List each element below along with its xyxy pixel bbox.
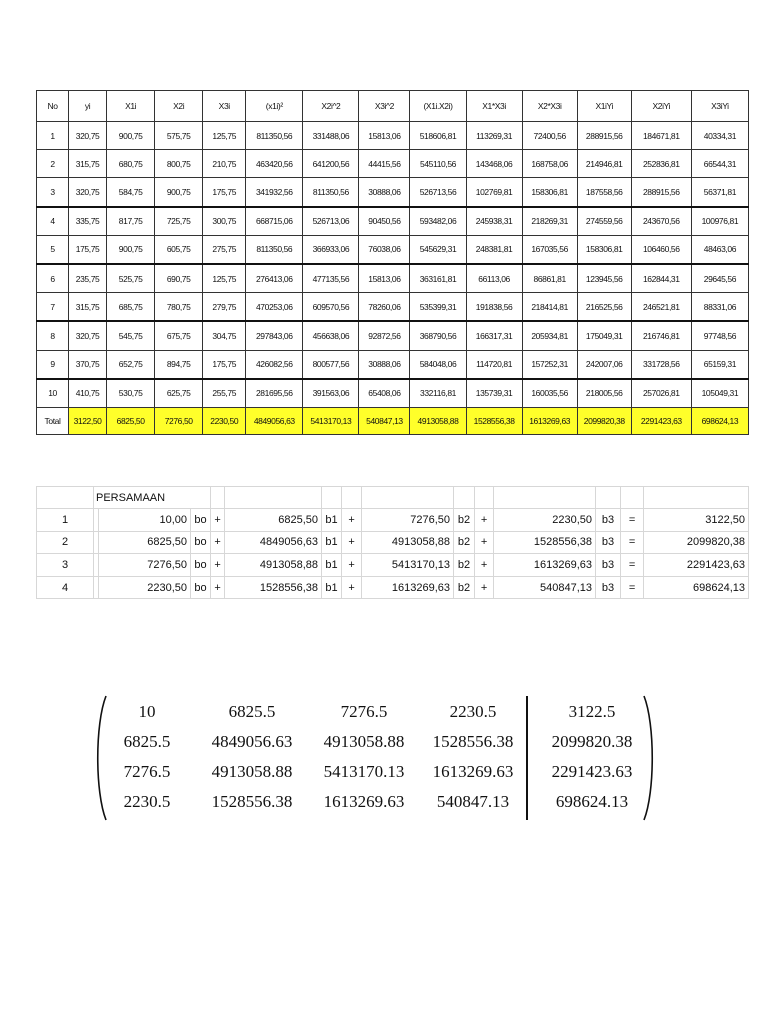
- table-cell: 29645,56: [691, 264, 748, 293]
- var-label: bo: [191, 531, 211, 554]
- table-cell: 175,75: [203, 178, 246, 207]
- table-cell: 56371,81: [691, 178, 748, 207]
- table-cell: 300,75: [203, 207, 246, 236]
- equations-title: PERSAMAAN: [94, 487, 211, 509]
- table-cell: 166317,31: [466, 321, 522, 350]
- table-cell: 780,75: [155, 293, 203, 322]
- matrix-entry: 6825.5: [123, 732, 171, 751]
- table-cell: 72400,56: [522, 122, 577, 150]
- table-cell: 900,75: [155, 178, 203, 207]
- table-cell: 526713,06: [303, 207, 359, 236]
- table-row: [37, 122, 749, 150]
- table-cell: 811350,56: [246, 235, 303, 264]
- column-header: (x1i)²: [246, 91, 303, 122]
- equation-number: 4: [37, 576, 94, 599]
- rhs-value: 3122,50: [644, 509, 749, 532]
- table-cell: 477135,56: [303, 264, 359, 293]
- table-cell: 366933,06: [303, 235, 359, 264]
- equals-sign: =: [621, 576, 644, 599]
- table-cell: 685,75: [107, 293, 155, 322]
- table-cell: 279,75: [203, 293, 246, 322]
- table-cell: 210,75: [203, 150, 246, 178]
- total-cell: 2230,50: [203, 407, 246, 434]
- table-cell: 652,75: [107, 350, 155, 379]
- table-cell: 143468,06: [466, 150, 522, 178]
- table-cell: 315,75: [69, 293, 107, 322]
- table-cell: 530,75: [107, 379, 155, 408]
- table-cell: 370,75: [69, 350, 107, 379]
- table-cell: 15813,06: [359, 122, 410, 150]
- table-cell: 811350,56: [303, 178, 359, 207]
- column-header: X2*X3i: [522, 91, 577, 122]
- equals-sign: =: [621, 554, 644, 577]
- table-cell: 97748,56: [691, 321, 748, 350]
- total-cell: 2099820,38: [577, 407, 631, 434]
- column-header: X3i^2: [359, 91, 410, 122]
- matrix-rhs-entry: 3122.5: [568, 702, 616, 721]
- table-cell: 168758,06: [522, 150, 577, 178]
- table-row: [37, 207, 749, 236]
- table-cell: 276413,06: [246, 264, 303, 293]
- table-cell: 320,75: [69, 321, 107, 350]
- table-cell: 44415,56: [359, 150, 410, 178]
- table-cell: 245938,31: [466, 207, 522, 236]
- table-cell: 105049,31: [691, 379, 748, 408]
- coef-value: 540847,13: [494, 576, 596, 599]
- var-label: b1: [322, 531, 342, 554]
- var-label: bo: [191, 509, 211, 532]
- matrix-entry: 1613269.63: [323, 792, 405, 811]
- coef-value: 1528556,38: [225, 576, 322, 599]
- row-number: 5: [37, 235, 69, 264]
- table-cell: 114720,81: [466, 350, 522, 379]
- equation-row: [37, 554, 749, 577]
- table-cell: 157252,31: [522, 350, 577, 379]
- coef-value: 10,00: [99, 509, 191, 532]
- table-row: [37, 235, 749, 264]
- total-cell: 3122,50: [69, 407, 107, 434]
- matrix-entry: 7276.5: [340, 702, 388, 721]
- table-cell: 218005,56: [577, 379, 631, 408]
- var-label: b3: [596, 531, 621, 554]
- table-cell: 470253,06: [246, 293, 303, 322]
- total-cell: 698624,13: [691, 407, 748, 434]
- plus-sign: +: [211, 554, 225, 577]
- table-cell: 66113,06: [466, 264, 522, 293]
- matrix-entry: 5413170.13: [323, 762, 405, 781]
- table-cell: 191838,56: [466, 293, 522, 322]
- table-row: [37, 293, 749, 322]
- table-cell: 86861,81: [522, 264, 577, 293]
- column-header: X1i: [107, 91, 155, 122]
- table-cell: 214946,81: [577, 150, 631, 178]
- var-label: bo: [191, 554, 211, 577]
- total-cell: 6825,50: [107, 407, 155, 434]
- table-cell: 275,75: [203, 235, 246, 264]
- table-cell: 48463,06: [691, 235, 748, 264]
- table-cell: 135739,31: [466, 379, 522, 408]
- table-cell: 246521,81: [631, 293, 691, 322]
- table-cell: 255,75: [203, 379, 246, 408]
- table-cell: 894,75: [155, 350, 203, 379]
- equations-title-row: [37, 487, 749, 509]
- table-cell: 184671,81: [631, 122, 691, 150]
- coef-value: 7276,50: [362, 509, 454, 532]
- equation-row: [37, 531, 749, 554]
- table-cell: 315,75: [69, 150, 107, 178]
- table-cell: 690,75: [155, 264, 203, 293]
- coef-value: 2230,50: [494, 509, 596, 532]
- row-number: 2: [37, 150, 69, 178]
- column-header: X3iYi: [691, 91, 748, 122]
- table-cell: 125,75: [203, 264, 246, 293]
- column-header: X2i^2: [303, 91, 359, 122]
- var-label: b2: [454, 576, 475, 599]
- table-cell: 800577,56: [303, 350, 359, 379]
- equations-table: [36, 486, 749, 599]
- table-cell: 593482,06: [410, 207, 466, 236]
- table-cell: 304,75: [203, 321, 246, 350]
- var-label: b2: [454, 509, 475, 532]
- var-label: b3: [596, 554, 621, 577]
- table-cell: 545629,31: [410, 235, 466, 264]
- table-cell: 205934,81: [522, 321, 577, 350]
- table-cell: 216746,81: [631, 321, 691, 350]
- total-label: Total: [37, 407, 69, 434]
- table-cell: 675,75: [155, 321, 203, 350]
- table-cell: 518606,81: [410, 122, 466, 150]
- table-row: [37, 264, 749, 293]
- column-header: X1*X3i: [466, 91, 522, 122]
- matrix-entry: 4913058.88: [211, 762, 293, 781]
- table-cell: 900,75: [107, 235, 155, 264]
- column-header: X1iYi: [577, 91, 631, 122]
- table-cell: 274559,56: [577, 207, 631, 236]
- total-row: [37, 407, 749, 434]
- table-cell: 641200,56: [303, 150, 359, 178]
- table-cell: 584,75: [107, 178, 155, 207]
- coef-value: 4849056,63: [225, 531, 322, 554]
- plus-sign: +: [475, 509, 494, 532]
- table-cell: 725,75: [155, 207, 203, 236]
- matrix-entry: 540847.13: [436, 792, 510, 811]
- var-label: b3: [596, 509, 621, 532]
- row-number: 9: [37, 350, 69, 379]
- matrix-entry: 4849056.63: [211, 732, 293, 751]
- matrix-entry: 2230.5: [123, 792, 171, 811]
- table-cell: 92872,56: [359, 321, 410, 350]
- table-cell: 545,75: [107, 321, 155, 350]
- total-cell: 1613269,63: [522, 407, 577, 434]
- var-label: b1: [322, 554, 342, 577]
- table-cell: 65408,06: [359, 379, 410, 408]
- table-cell: 368790,56: [410, 321, 466, 350]
- table-cell: 76038,06: [359, 235, 410, 264]
- coef-value: 1528556,38: [494, 531, 596, 554]
- equation-number: 2: [37, 531, 94, 554]
- var-label: b2: [454, 554, 475, 577]
- coef-value: 7276,50: [99, 554, 191, 577]
- column-header: (X1i.X2i): [410, 91, 466, 122]
- table-cell: 187558,56: [577, 178, 631, 207]
- table-cell: 30888,06: [359, 350, 410, 379]
- table-cell: 88331,06: [691, 293, 748, 322]
- plus-sign: +: [211, 576, 225, 599]
- table-cell: 332116,81: [410, 379, 466, 408]
- plus-sign: +: [475, 531, 494, 554]
- var-label: b1: [322, 509, 342, 532]
- equals-sign: =: [621, 531, 644, 554]
- table-cell: 410,75: [69, 379, 107, 408]
- equation-number: 3: [37, 554, 94, 577]
- rhs-value: 2099820,38: [644, 531, 749, 554]
- table-cell: 288915,56: [577, 122, 631, 150]
- table-cell: 545110,56: [410, 150, 466, 178]
- plus-sign: +: [342, 576, 362, 599]
- row-number: 6: [37, 264, 69, 293]
- table-cell: 811350,56: [246, 122, 303, 150]
- table-cell: 625,75: [155, 379, 203, 408]
- table-cell: 113269,31: [466, 122, 522, 150]
- matrix-entry: 1528556.38: [211, 792, 293, 811]
- table-row: [37, 350, 749, 379]
- coef-value: 6825,50: [99, 531, 191, 554]
- matrix-entry: 1613269.63: [432, 762, 514, 781]
- table-cell: 463420,56: [246, 150, 303, 178]
- total-cell: 540847,13: [359, 407, 410, 434]
- table-cell: 65159,31: [691, 350, 748, 379]
- table-cell: 252836,81: [631, 150, 691, 178]
- table-cell: 100976,81: [691, 207, 748, 236]
- var-label: b1: [322, 576, 342, 599]
- row-number: 7: [37, 293, 69, 322]
- rhs-value: 2291423,63: [644, 554, 749, 577]
- table-cell: 102769,81: [466, 178, 522, 207]
- coef-value: 5413170,13: [362, 554, 454, 577]
- row-number: 3: [37, 178, 69, 207]
- table-cell: 584048,06: [410, 350, 466, 379]
- matrix-entry: 6825.5: [228, 702, 276, 721]
- table-cell: 235,75: [69, 264, 107, 293]
- table-cell: 106460,56: [631, 235, 691, 264]
- table-cell: 331728,56: [631, 350, 691, 379]
- total-cell: 4913058,88: [410, 407, 466, 434]
- table-cell: 167035,56: [522, 235, 577, 264]
- table-cell: 668715,06: [246, 207, 303, 236]
- table-cell: 158306,81: [577, 235, 631, 264]
- plus-sign: +: [211, 509, 225, 532]
- matrix-rhs-entry: 2099820.38: [551, 732, 633, 751]
- table-row: [37, 321, 749, 350]
- table-cell: 526713,56: [410, 178, 466, 207]
- matrix-entry: 10: [138, 702, 156, 721]
- table-cell: 66544,31: [691, 150, 748, 178]
- total-cell: 1528556,38: [466, 407, 522, 434]
- matrix-entry: 2230.5: [449, 702, 497, 721]
- coef-value: 1613269,63: [362, 576, 454, 599]
- coef-value: 2230,50: [99, 576, 191, 599]
- matrix-rhs-entry: 2291423.63: [551, 762, 633, 781]
- table-cell: 175049,31: [577, 321, 631, 350]
- matrix-entry: 4913058.88: [323, 732, 405, 751]
- row-number: 1: [37, 122, 69, 150]
- column-header: X2iYi: [631, 91, 691, 122]
- table-cell: 335,75: [69, 207, 107, 236]
- table-cell: 900,75: [107, 122, 155, 150]
- table-cell: 15813,06: [359, 264, 410, 293]
- table-cell: 320,75: [69, 122, 107, 150]
- matrix-entry: 7276.5: [123, 762, 171, 781]
- table-cell: 320,75: [69, 178, 107, 207]
- table-row: [37, 379, 749, 408]
- plus-sign: +: [342, 554, 362, 577]
- table-cell: 575,75: [155, 122, 203, 150]
- table-cell: 216525,56: [577, 293, 631, 322]
- coef-value: 4913058,88: [225, 554, 322, 577]
- table-cell: 341932,56: [246, 178, 303, 207]
- table-cell: 281695,56: [246, 379, 303, 408]
- plus-sign: +: [211, 531, 225, 554]
- coef-value: 1613269,63: [494, 554, 596, 577]
- table-cell: 90450,56: [359, 207, 410, 236]
- table-cell: 242007,06: [577, 350, 631, 379]
- row-number: 10: [37, 379, 69, 408]
- table-cell: 158306,81: [522, 178, 577, 207]
- column-header: No: [37, 91, 69, 122]
- plus-sign: +: [342, 509, 362, 532]
- equals-sign: =: [621, 509, 644, 532]
- table-cell: 175,75: [69, 235, 107, 264]
- var-label: bo: [191, 576, 211, 599]
- table-cell: 218414,81: [522, 293, 577, 322]
- table-cell: 160035,56: [522, 379, 577, 408]
- var-label: b2: [454, 531, 475, 554]
- table-cell: 125,75: [203, 122, 246, 150]
- table-cell: 248381,81: [466, 235, 522, 264]
- plus-sign: +: [475, 554, 494, 577]
- matrix-rhs-entry: 698624.13: [555, 792, 629, 811]
- table-cell: 535399,31: [410, 293, 466, 322]
- total-cell: 4849056,63: [246, 407, 303, 434]
- table-cell: 78260,06: [359, 293, 410, 322]
- matrix-entry: 1528556.38: [432, 732, 514, 751]
- coef-value: 4913058,88: [362, 531, 454, 554]
- total-cell: 5413170,13: [303, 407, 359, 434]
- table-cell: 331488,06: [303, 122, 359, 150]
- table-cell: 609570,56: [303, 293, 359, 322]
- var-label: b3: [596, 576, 621, 599]
- table-cell: 288915,56: [631, 178, 691, 207]
- column-header: X3i: [203, 91, 246, 122]
- table-cell: 40334,31: [691, 122, 748, 150]
- table-header-row: [37, 91, 749, 122]
- table-cell: 297843,06: [246, 321, 303, 350]
- table-cell: 800,75: [155, 150, 203, 178]
- table-cell: 525,75: [107, 264, 155, 293]
- column-header: yi: [69, 91, 107, 122]
- table-cell: 30888,06: [359, 178, 410, 207]
- table-row: [37, 150, 749, 178]
- table-cell: 817,75: [107, 207, 155, 236]
- table-cell: 175,75: [203, 350, 246, 379]
- table-cell: 605,75: [155, 235, 203, 264]
- table-cell: 391563,06: [303, 379, 359, 408]
- coef-value: 6825,50: [225, 509, 322, 532]
- plus-sign: +: [342, 531, 362, 554]
- equation-number: 1: [37, 509, 94, 532]
- table-cell: 257026,81: [631, 379, 691, 408]
- table-row: [37, 178, 749, 207]
- total-cell: 7276,50: [155, 407, 203, 434]
- row-number: 4: [37, 207, 69, 236]
- row-number: 8: [37, 321, 69, 350]
- table-cell: 426082,56: [246, 350, 303, 379]
- total-cell: 2291423,63: [631, 407, 691, 434]
- table-cell: 162844,31: [631, 264, 691, 293]
- rhs-value: 698624,13: [644, 576, 749, 599]
- column-header: X2i: [155, 91, 203, 122]
- table-cell: 243670,56: [631, 207, 691, 236]
- table-cell: 363161,81: [410, 264, 466, 293]
- table-cell: 218269,31: [522, 207, 577, 236]
- plus-sign: +: [475, 576, 494, 599]
- table-cell: 680,75: [107, 150, 155, 178]
- equation-row: [37, 509, 749, 532]
- table-cell: 456638,06: [303, 321, 359, 350]
- table-cell: 123945,56: [577, 264, 631, 293]
- equation-row: [37, 576, 749, 599]
- regression-sums-table: [36, 90, 749, 435]
- augmented-matrix: [92, 694, 658, 822]
- left-parenthesis: [92, 694, 110, 822]
